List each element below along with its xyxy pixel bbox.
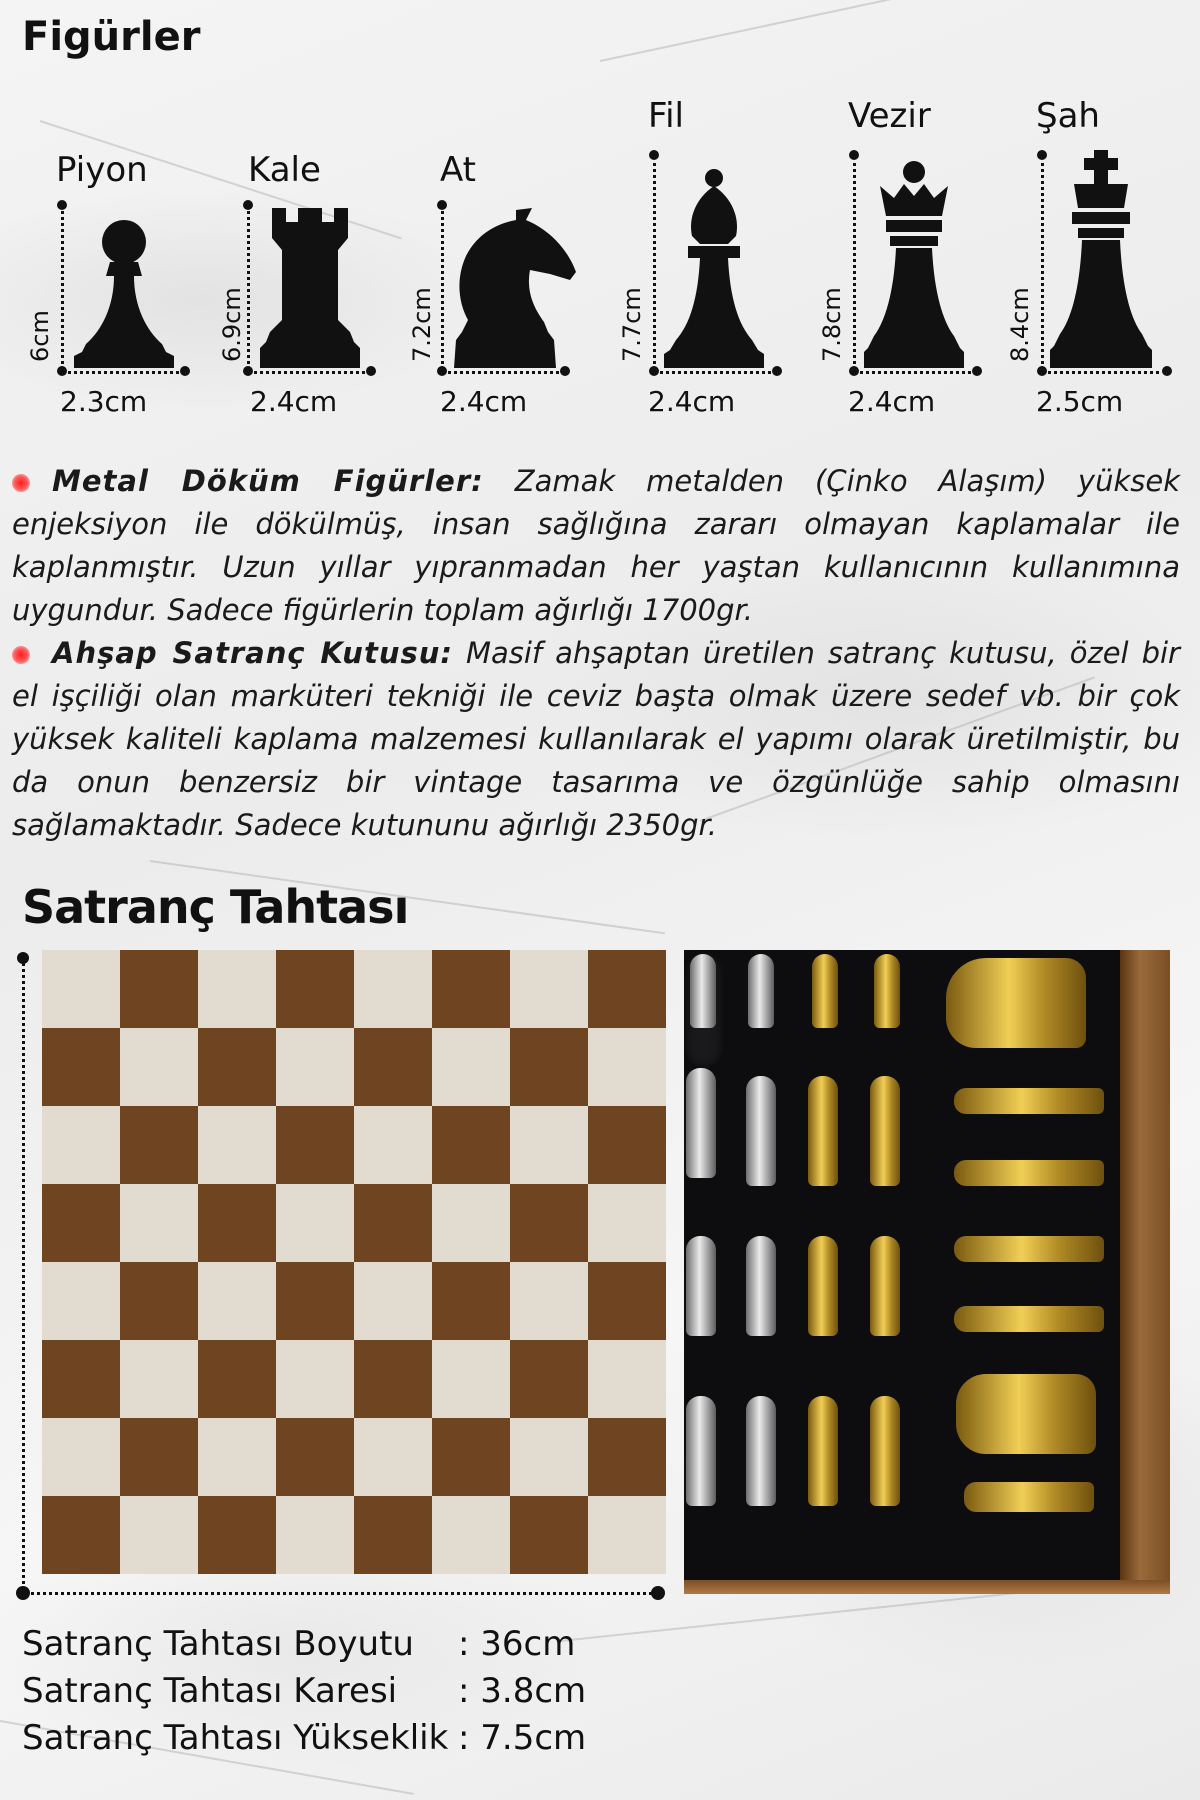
board-square (276, 1340, 354, 1418)
board-square (588, 1028, 666, 1106)
queen-icon (858, 160, 970, 370)
spec-square-size (22, 1671, 586, 1711)
knight-icon (446, 208, 580, 370)
board-square (276, 1418, 354, 1496)
board-square (432, 1028, 510, 1106)
gold-figure (874, 954, 900, 1028)
board-square (42, 1496, 120, 1574)
gold-figure (808, 1236, 838, 1336)
board-square (354, 1340, 432, 1418)
board-square (276, 1184, 354, 1262)
box-wood-bottom (684, 1580, 1170, 1594)
gold-figure (870, 1236, 900, 1336)
board-square (198, 1028, 276, 1106)
gold-figure (946, 958, 1086, 1048)
piece-height-knight: 7.2cm (408, 287, 436, 362)
board-square (510, 1106, 588, 1184)
gold-figure (954, 1306, 1104, 1332)
dimension-dot (849, 366, 859, 376)
dimension-dot (560, 366, 570, 376)
board-square (198, 1340, 276, 1418)
wooden-box-description (12, 632, 1180, 847)
board-square (588, 1184, 666, 1262)
width-guide (61, 371, 185, 374)
spec-label: Satranç Tahtası Boyutu (22, 1624, 414, 1664)
board-square (276, 950, 354, 1028)
piece-height-bishop: 7.7cm (618, 287, 646, 362)
board-width-guide (24, 1592, 658, 1595)
gold-figure (954, 1160, 1104, 1186)
spec-value: : 7.5cm (458, 1718, 587, 1758)
spec-label: Satranç Tahtası Yükseklik (22, 1718, 449, 1758)
piece-name-rook: Kale (248, 150, 321, 190)
silver-figure (686, 1068, 716, 1178)
gold-figure (870, 1076, 900, 1186)
board-square (120, 1262, 198, 1340)
height-guide (441, 206, 444, 370)
dimension-dot (437, 366, 447, 376)
board-square (510, 1262, 588, 1340)
board-square (588, 950, 666, 1028)
board-square (432, 1418, 510, 1496)
board-square (510, 1496, 588, 1574)
board-square (42, 1418, 120, 1496)
piece-width-bishop: 2.4cm (648, 385, 736, 418)
dimension-dot (972, 366, 982, 376)
metal-figures-text: Zamak metalden (Çinko Alaşım) yüksek enjeksiyon ile dökülmüş, insan sağlığına zararı olmayan kaplamalar ile kaplanmıştır. Uzun yıllar yıpranmadan her yaştan kullanıcının kullanımına uygundur. Sadece figürlerin toplam ağırlığı 1700gr. (12, 464, 1181, 627)
width-guide (653, 371, 777, 374)
height-guide (853, 156, 856, 370)
silver-figure (746, 1236, 776, 1336)
pawn-icon (68, 218, 180, 370)
gold-figure (870, 1396, 900, 1506)
gold-figure (812, 954, 838, 1028)
piece-width-king: 2.5cm (1036, 385, 1124, 418)
piece-name-knight: At (440, 150, 476, 190)
board-square (198, 1496, 276, 1574)
board-square (198, 1262, 276, 1340)
board-square (198, 950, 276, 1028)
board-square (198, 1106, 276, 1184)
silver-figure (686, 1396, 716, 1506)
gold-figure (808, 1396, 838, 1506)
width-guide (853, 371, 977, 374)
dimension-dot (243, 366, 253, 376)
board-square (42, 950, 120, 1028)
height-guide (247, 206, 250, 370)
height-guide (61, 206, 64, 370)
metal-figures-description (12, 460, 1180, 632)
dimension-dot (1037, 366, 1047, 376)
box-wood-edge (1120, 950, 1170, 1594)
piece-height-rook: 6.9cm (218, 287, 246, 362)
board-square (120, 1418, 198, 1496)
gold-figure (956, 1374, 1096, 1454)
board-square (42, 1340, 120, 1418)
board-square (198, 1184, 276, 1262)
dimension-dot (772, 366, 782, 376)
silver-figure (686, 1236, 716, 1336)
chess-board (42, 950, 666, 1574)
board-square (432, 1496, 510, 1574)
width-guide (1041, 371, 1167, 374)
board-square (42, 1184, 120, 1262)
spec-board-size (22, 1624, 575, 1664)
board-square (276, 1106, 354, 1184)
dimension-dot (366, 366, 376, 376)
silver-figure (690, 954, 716, 1028)
wooden-box-title: Ahşap Satranç Kutusu: (52, 636, 453, 670)
dimension-dot (180, 366, 190, 376)
board-square (354, 1418, 432, 1496)
piece-name-queen: Vezir (848, 96, 931, 136)
dimension-dot (649, 366, 659, 376)
bishop-icon (658, 168, 770, 370)
piece-name-king: Şah (1036, 96, 1100, 136)
board-square (588, 1106, 666, 1184)
board-square (432, 950, 510, 1028)
spec-board-height (22, 1718, 586, 1758)
board-square (276, 1028, 354, 1106)
board-square (588, 1340, 666, 1418)
dimension-dot (57, 366, 67, 376)
board-square (354, 1496, 432, 1574)
figures-heading: Figürler (22, 14, 201, 60)
spec-label: Satranç Tahtası Karesi (22, 1671, 398, 1711)
piece-width-queen: 2.4cm (848, 385, 936, 418)
bullet-icon (12, 474, 30, 492)
wooden-box-text: Masif ahşaptan üretilen satranç kutusu, özel bir el işçiliği olan marküteri tekniği ile ceviz başta olmak üzere sedef vb. bir çok yüksek kaliteli kaplama malzemesi kullanılarak el yapımı olarak üretilmiştir, bu da onun benzersiz bir vintage tasarıma ve özgünlüğe sahip olmasını sağlamaktadır. Sadece kutununu ağırlığı 2350gr. (12, 636, 1180, 842)
board-square (120, 950, 198, 1028)
dimension-dot (651, 1586, 665, 1600)
piece-height-queen: 7.8cm (818, 287, 846, 362)
board-square (510, 1184, 588, 1262)
metal-figures-title: Metal Döküm Figürler: (52, 464, 484, 498)
board-square (510, 1340, 588, 1418)
piece-height-king: 8.4cm (1006, 287, 1034, 362)
gold-figure (954, 1236, 1104, 1262)
height-guide (653, 156, 656, 370)
board-square (432, 1184, 510, 1262)
board-square (120, 1184, 198, 1262)
board-square (432, 1340, 510, 1418)
piece-name-bishop: Fil (648, 96, 684, 136)
gold-figure (808, 1076, 838, 1186)
spec-value: : 3.8cm (458, 1671, 587, 1711)
spec-value: : 36cm (458, 1624, 576, 1664)
board-square (354, 1262, 432, 1340)
king-icon (1044, 150, 1158, 370)
width-guide (247, 371, 371, 374)
board-square (510, 950, 588, 1028)
board-square (354, 950, 432, 1028)
board-square (120, 1496, 198, 1574)
rook-icon (254, 208, 366, 370)
bullet-icon (12, 646, 30, 664)
board-square (120, 1106, 198, 1184)
board-square (276, 1262, 354, 1340)
piece-width-knight: 2.4cm (440, 385, 528, 418)
board-square (510, 1028, 588, 1106)
silver-figure (748, 954, 774, 1028)
width-guide (441, 371, 565, 374)
board-square (42, 1028, 120, 1106)
chess-set-photo (684, 950, 1170, 1594)
board-square (354, 1184, 432, 1262)
board-height-guide (22, 962, 25, 1592)
board-square (588, 1262, 666, 1340)
dimension-dot (1162, 366, 1172, 376)
board-square (42, 1262, 120, 1340)
board-square (198, 1418, 276, 1496)
board-square (432, 1106, 510, 1184)
silver-figure (746, 1396, 776, 1506)
piece-width-pawn: 2.3cm (60, 385, 148, 418)
board-square (42, 1106, 120, 1184)
board-square (354, 1028, 432, 1106)
board-square (354, 1106, 432, 1184)
board-square (120, 1340, 198, 1418)
board-square (588, 1496, 666, 1574)
piece-height-pawn: 6cm (26, 310, 54, 362)
piece-width-rook: 2.4cm (250, 385, 338, 418)
gold-figure (964, 1482, 1094, 1512)
board-heading: Satranç Tahtası (22, 880, 409, 934)
gold-figure (954, 1088, 1104, 1114)
silver-figure (746, 1076, 776, 1186)
board-square (432, 1262, 510, 1340)
board-square (120, 1028, 198, 1106)
board-square (510, 1418, 588, 1496)
board-square (276, 1496, 354, 1574)
board-square (588, 1418, 666, 1496)
piece-name-pawn: Piyon (56, 150, 148, 190)
